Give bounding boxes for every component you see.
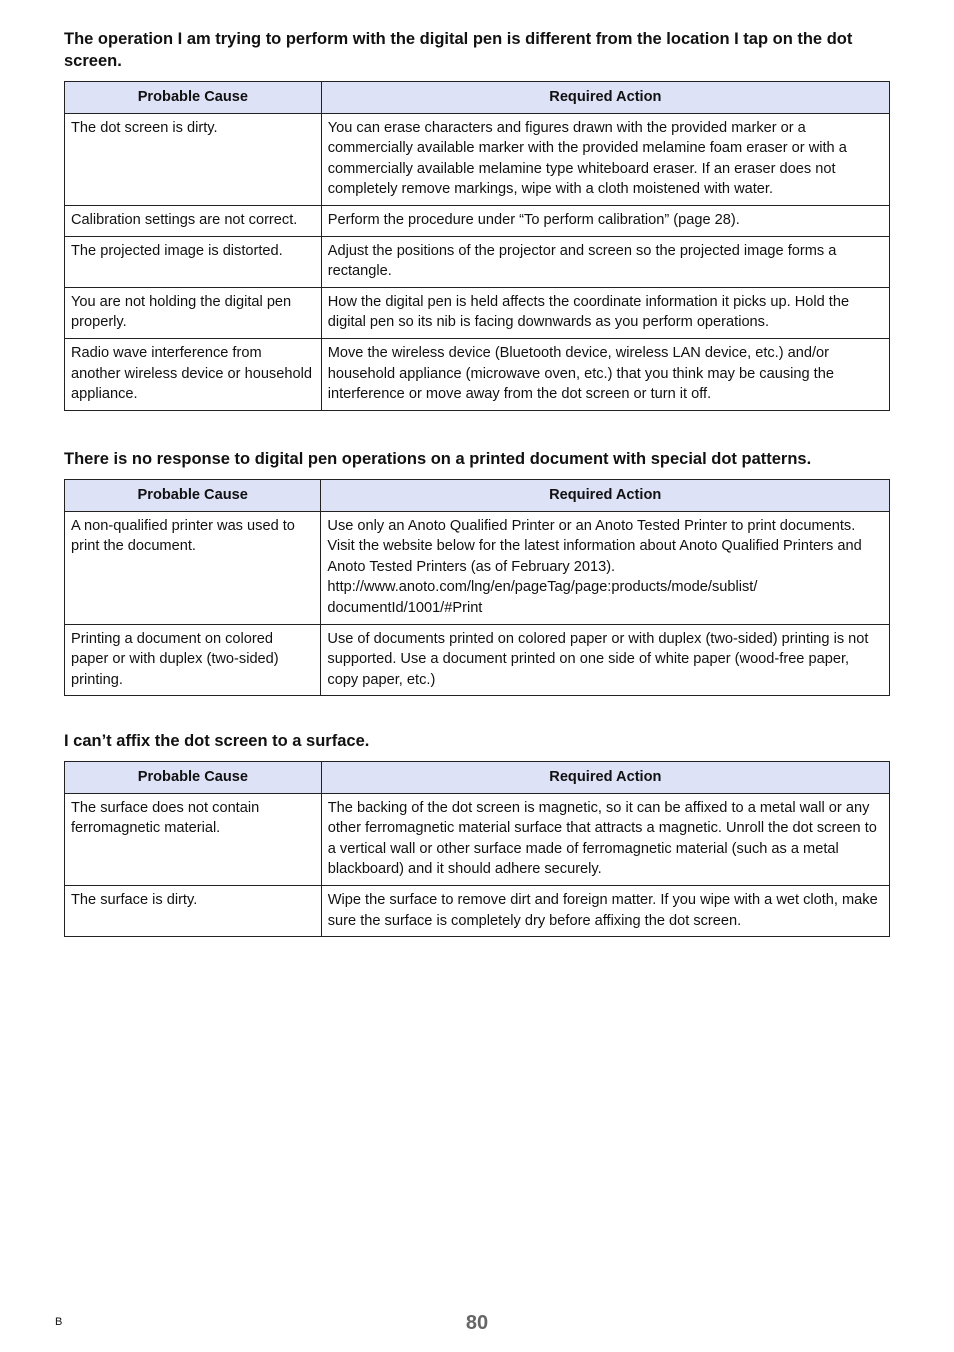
section-heading-pen-location: The operation I am trying to perform with the digital pen is different from the location I tap on the dot screen. <box>64 30 853 70</box>
table-header-row <box>65 480 890 512</box>
troubleshooting-table-pen-location <box>64 81 890 411</box>
column-header-probable-cause: Probable Cause <box>65 762 322 794</box>
action-cell: Use of documents printed on colored paper or with duplex (two-sided) printing is not supported. Use a document printed on one side of white paper (wood-free paper, copy paper, etc.) <box>321 624 890 696</box>
cause-cell: Radio wave interference from another wireless device or household appliance. <box>65 338 322 410</box>
column-header-required-action: Required Action <box>321 762 889 794</box>
column-header-probable-cause: Probable Cause <box>65 82 322 114</box>
cause-cell: You are not holding the digital pen properly. <box>65 287 322 338</box>
cause-cell: The dot screen is dirty. <box>65 113 322 205</box>
action-cell: Adjust the positions of the projector and screen so the projected image forms a rectangle. <box>321 236 889 287</box>
column-header-required-action: Required Action <box>321 82 889 114</box>
troubleshooting-table-affix-surface <box>64 761 890 937</box>
anoto-url-text: documentId/1001/#Print <box>327 599 483 616</box>
table-row <box>65 338 890 410</box>
action-cell: Perform the procedure under “To perform calibration” (page 28). <box>321 205 889 236</box>
action-cell: How the digital pen is held affects the coordinate information it picks up. Hold the digital pen so its nib is facing downwards as you perform operations. <box>321 287 889 338</box>
table-header-row <box>65 82 890 114</box>
action-text: Use only an Anoto Qualified Printer or an Anoto Tested Printer to print documents. <box>327 517 856 534</box>
table-row <box>65 793 890 885</box>
cause-cell: The projected image is distorted. <box>65 236 322 287</box>
action-cell <box>321 511 890 624</box>
table-row <box>65 236 890 287</box>
cause-cell: The surface does not contain ferromagnetic material. <box>65 793 322 885</box>
troubleshooting-table-printed-document <box>64 479 890 696</box>
action-text: Visit the website below for the latest information about Anoto Qualified Printers and Anoto Tested Printers (as of February 2013). <box>327 538 862 575</box>
column-header-probable-cause: Probable Cause <box>65 480 321 512</box>
table-row <box>65 624 890 696</box>
table-header-row <box>65 762 890 794</box>
anoto-url-text: http://www.anoto.com/lng/en/pageTag/page:products/mode/sublist/ <box>327 579 758 596</box>
cause-cell: The surface is dirty. <box>65 885 322 936</box>
action-cell: Move the wireless device (Bluetooth device, wireless LAN device, etc.) and/or household appliance (microwave oven, etc.) that you think may be causing the interference or move away from the dot screen or turn it off. <box>321 338 889 410</box>
table-row <box>65 287 890 338</box>
section-heading-affix-surface: I can’t affix the dot screen to a surface. <box>64 732 370 750</box>
table-row <box>65 113 890 205</box>
table-row <box>65 885 890 936</box>
cause-cell: A non-qualified printer was used to print the document. <box>65 511 321 624</box>
footer-mark: B <box>55 1316 63 1328</box>
table-row <box>65 511 890 624</box>
action-cell: The backing of the dot screen is magnetic, so it can be affixed to a metal wall or any other ferromagnetic material surface that attracts a magnetic. Unroll the dot screen to a vertical wall or other surface made of ferromagnetic material (such as a metal blackboard) and it should adhere securely. <box>321 793 889 885</box>
page-number: 80 <box>465 1312 489 1334</box>
action-cell: Wipe the surface to remove dirt and foreign matter. If you wipe with a wet cloth, make sure the surface is completely dry before affixing the dot screen. <box>321 885 889 936</box>
action-cell: You can erase characters and figures drawn with the provided marker or a commercially available marker with the provided melamine foam eraser or with a commercially available melamine type whiteboard eraser. If an eraser does not completely remove markings, wipe with a cloth moistened with water. <box>321 113 889 205</box>
cause-cell: Calibration settings are not correct. <box>65 205 322 236</box>
table-row <box>65 205 890 236</box>
section-heading-printed-document: There is no response to digital pen operations on a printed document with special dot patterns. <box>64 450 812 468</box>
cause-cell: Printing a document on colored paper or with duplex (two-sided) printing. <box>65 624 321 696</box>
column-header-required-action: Required Action <box>321 480 890 512</box>
